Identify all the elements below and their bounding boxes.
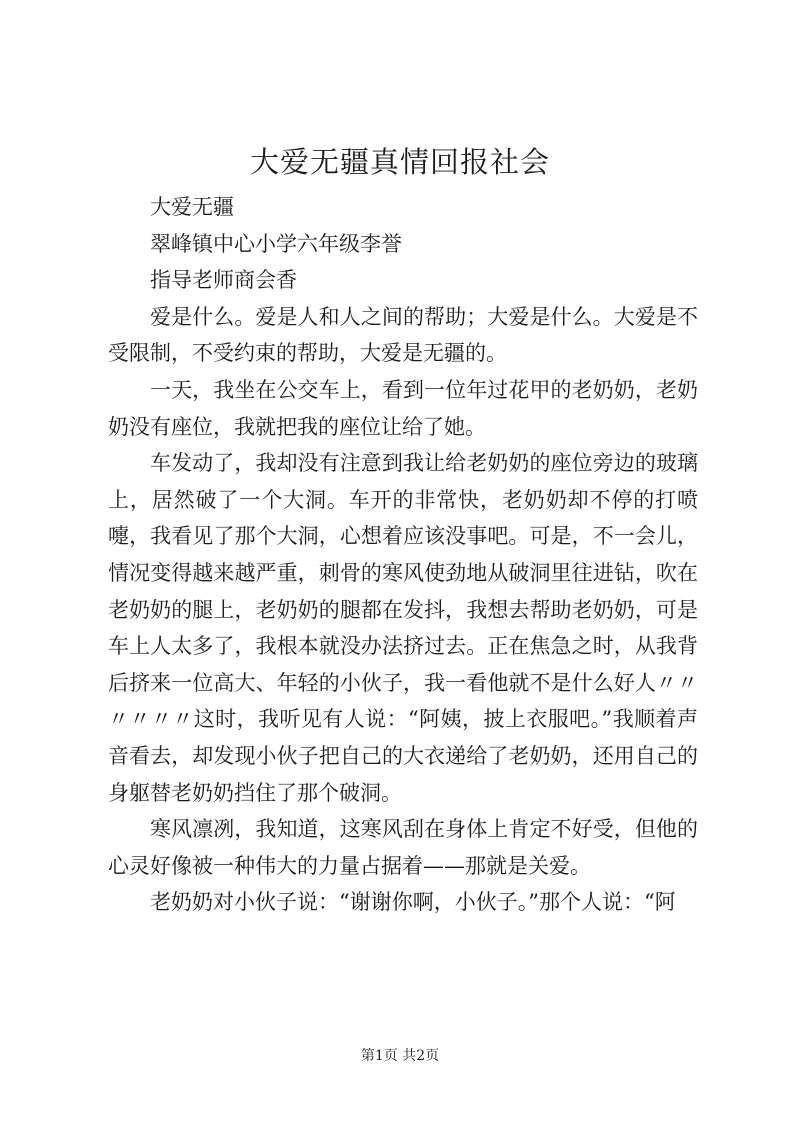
paragraph: 车发动了，我却没有注意到我让给老奶奶的座位旁边的玻璃上，居然破了一个大洞。车开的非常快，老奶奶却不停的打喷嚏，我看见了那个大洞，心想着应该没事吧。可是，不一会儿，情况变得越来越严重，刺骨的寒风使劲地从破洞里往进钻，吹在老奶奶的腿上，老奶奶的腿都在发抖，我想去帮助老奶奶，可是车上人太多了，我根本就没办法挤过去。正在焦急之时，从我背后挤来一位高大、年轻的小伙子，我一看他就不是什么好人〃〃〃〃〃〃这时，我听见有人说：“阿姨，披上衣服吧。”我顺着声音看去，却发现小伙子把自己的大衣递给了老奶奶，还用自己的身躯替老奶奶挡住了那个破洞。 bbox=[108, 451, 698, 805]
paragraph: 爱是什么。爱是人和人之间的帮助；大爱是什么。大爱是不受限制，不受约束的帮助，大爱是无疆的。 bbox=[108, 304, 698, 366]
paragraph: 老奶奶对小伙子说：“谢谢你啊，小伙子。”那个人说：“阿 bbox=[150, 890, 676, 915]
paragraph: 寒风凛冽，我知道，这寒风刮在身体上肯定不好受，但他的心灵好像被一种伟大的力量占据着——那就是关爱。 bbox=[108, 817, 698, 878]
advisor-line: 指导老师商会香 bbox=[150, 268, 297, 293]
document-title: 大爱无疆真情回报社会 bbox=[249, 145, 550, 179]
paragraph: 一天，我坐在公交车上，看到一位年过花甲的老奶奶，老奶奶没有座位，我就把我的座位让给了她。 bbox=[108, 377, 698, 439]
document-body bbox=[108, 189, 698, 921]
essay-subtitle: 大爱无疆 bbox=[150, 195, 234, 219]
author-line: 翠峰镇中心小学六年级李誉 bbox=[150, 231, 402, 256]
page-number-footer: 第1页 共2页 bbox=[360, 1048, 440, 1064]
